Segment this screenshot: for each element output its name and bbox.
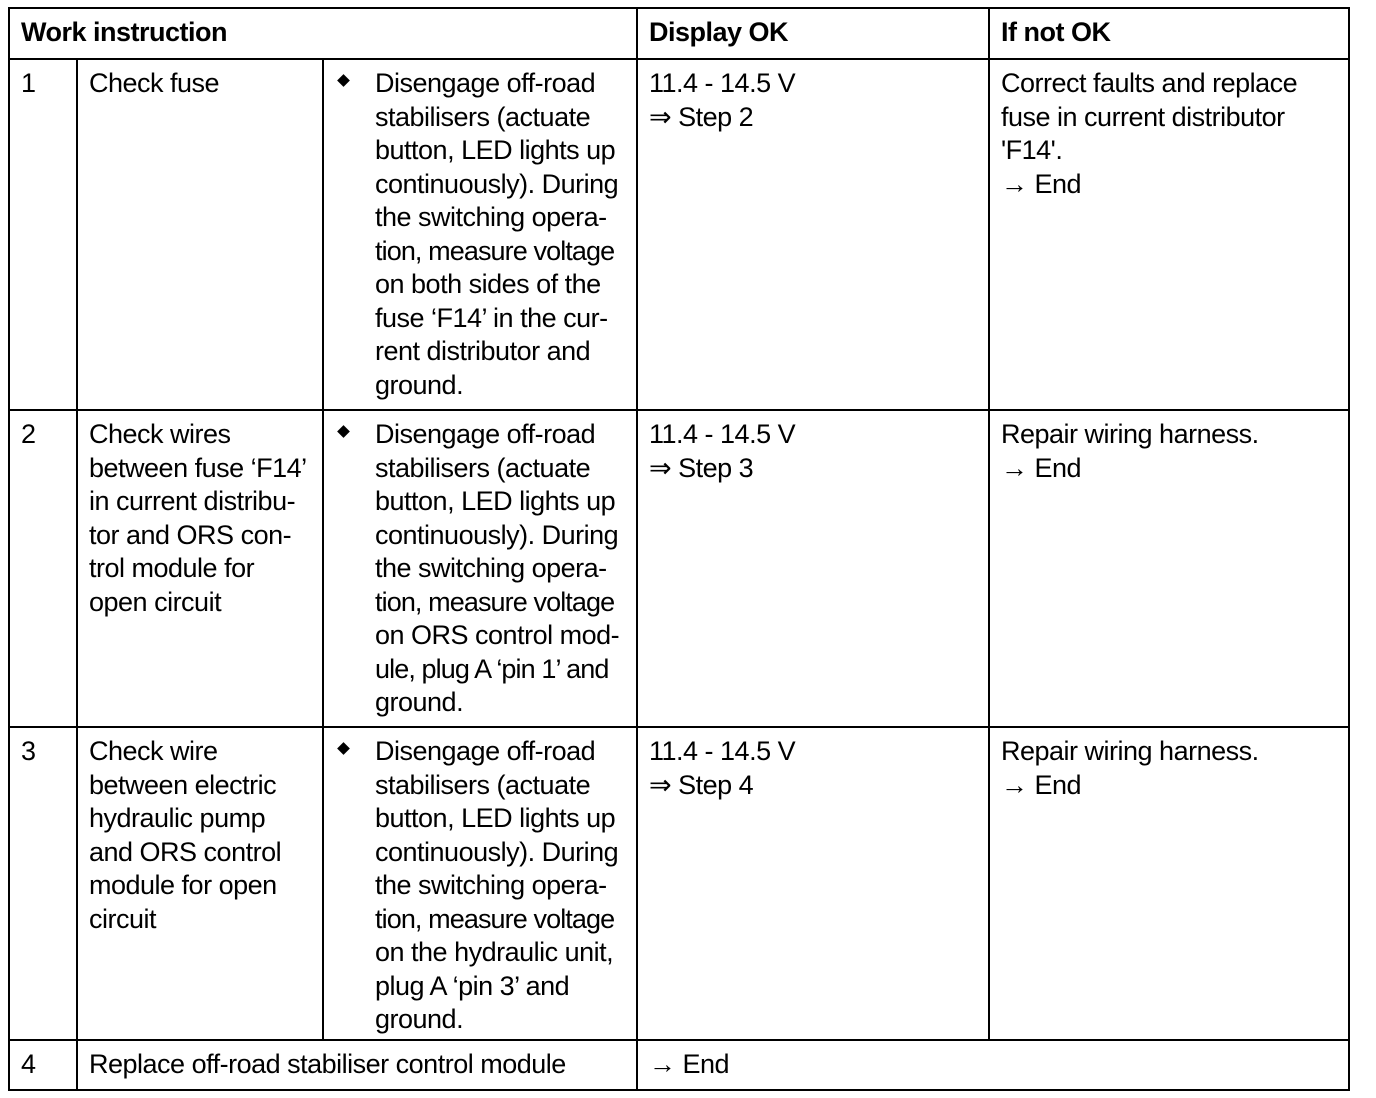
check-line: tor and ORS con- — [89, 519, 292, 550]
display-ok-cell — [637, 410, 989, 727]
check-line: circuit — [89, 903, 157, 934]
instruction-line: continuously). During — [375, 168, 619, 199]
display-ok-cell — [637, 59, 989, 410]
instruction-line: button, LED lights up — [375, 135, 616, 165]
next-step-link: ⇒ Step 2 — [649, 101, 754, 132]
if-not-ok-cell — [989, 410, 1349, 727]
instruction-line: ground. — [375, 1004, 464, 1034]
instruction-line: on both sides of the — [375, 269, 601, 299]
instruction-line: the switching opera- — [375, 202, 607, 232]
remedy-line: → End — [1001, 452, 1082, 483]
remedy-line: 'F14'. — [1001, 135, 1063, 165]
instruction-line: the switching opera- — [375, 870, 607, 900]
display-ok-value: 11.4 - 14.5 V — [649, 419, 796, 449]
step-number: 4 — [9, 1040, 77, 1090]
instruction-line: tion, measure voltage — [375, 235, 615, 266]
check-line: between electric — [89, 769, 277, 800]
remedy-line: Repair wiring harness. — [1001, 419, 1259, 449]
table-row-final — [9, 1040, 1349, 1090]
instruction-line: plug A ‘pin 3’ and — [375, 970, 570, 1001]
instruction-line: continuously). During — [375, 836, 619, 867]
work-instruction-table — [8, 7, 1350, 1091]
next-step-link: ⇒ Step 3 — [649, 452, 754, 483]
instruction-line: the switching opera- — [375, 553, 607, 583]
instruction-line: button, LED lights up — [375, 486, 616, 516]
table-row — [9, 59, 1349, 410]
check-line: and ORS control — [89, 836, 282, 867]
instruction-line: tion, measure voltage — [375, 903, 615, 934]
instruction-line: on ORS control mod- — [375, 620, 620, 650]
remedy-line: → End — [1001, 769, 1082, 800]
header-display-ok: Display OK — [637, 8, 989, 59]
if-not-ok-cell — [989, 59, 1349, 410]
final-instruction: Replace off-road stabiliser control module — [77, 1040, 637, 1090]
check-line: module for open — [89, 870, 277, 900]
instruction-line: stabilisers (actuate — [375, 452, 591, 483]
instruction-line: Disengage off-road — [375, 419, 596, 449]
instruction-cell — [323, 410, 637, 727]
table-row — [9, 410, 1349, 727]
table-header-row — [9, 8, 1349, 59]
header-work-instruction: Work instruction — [9, 8, 637, 59]
diamond-bullet-icon — [337, 742, 350, 755]
step-number: 3 — [9, 727, 77, 1040]
instruction-line: on the hydraulic unit, — [375, 937, 614, 967]
display-ok-value: 11.4 - 14.5 V — [649, 68, 796, 98]
final-result: → End — [637, 1040, 1349, 1090]
check-line: Check fuse — [89, 68, 220, 98]
header-if-not-ok: If not OK — [989, 8, 1349, 59]
remedy-line: fuse in current distributor — [1001, 101, 1285, 132]
instruction-cell — [323, 59, 637, 410]
instruction-line: stabilisers (actuate — [375, 769, 591, 800]
instruction-line: fuse ‘F14’ in the cur- — [375, 302, 608, 333]
instruction-line: ground. — [375, 687, 464, 717]
check-line: between fuse ‘F14’ — [89, 452, 307, 483]
table-row — [9, 727, 1349, 1040]
step-number: 2 — [9, 410, 77, 727]
next-step-link: ⇒ Step 4 — [649, 769, 754, 800]
check-line: Check wire — [89, 736, 218, 766]
if-not-ok-cell — [989, 727, 1349, 1040]
check-line: in current distribu- — [89, 486, 296, 516]
instruction-line: continuously). During — [375, 519, 619, 550]
check-line: open circuit — [89, 586, 222, 617]
remedy-line: Repair wiring harness. — [1001, 736, 1259, 766]
check-description — [77, 727, 323, 1040]
remedy-line: → End — [1001, 168, 1082, 199]
instruction-line: stabilisers (actuate — [375, 101, 591, 132]
instruction-line: button, LED lights up — [375, 803, 616, 833]
check-line: trol module for — [89, 553, 255, 583]
instruction-line: Disengage off-road — [375, 736, 596, 766]
diamond-bullet-icon — [337, 425, 350, 438]
instruction-cell — [323, 727, 637, 1040]
check-description — [77, 410, 323, 727]
check-line: Check wires — [89, 419, 231, 449]
remedy-line: Correct faults and replace — [1001, 68, 1298, 98]
step-number: 1 — [9, 59, 77, 410]
check-line: hydraulic pump — [89, 803, 266, 833]
instruction-line: tion, measure voltage — [375, 586, 615, 617]
instruction-line: Disengage off-road — [375, 68, 596, 98]
instruction-line: rent distributor and — [375, 336, 591, 366]
instruction-line: ule, plug A ‘pin 1’ and — [375, 653, 609, 684]
diamond-bullet-icon — [337, 74, 350, 87]
display-ok-cell — [637, 727, 989, 1040]
instruction-line: ground. — [375, 369, 464, 400]
check-description — [77, 59, 323, 410]
display-ok-value: 11.4 - 14.5 V — [649, 736, 796, 766]
